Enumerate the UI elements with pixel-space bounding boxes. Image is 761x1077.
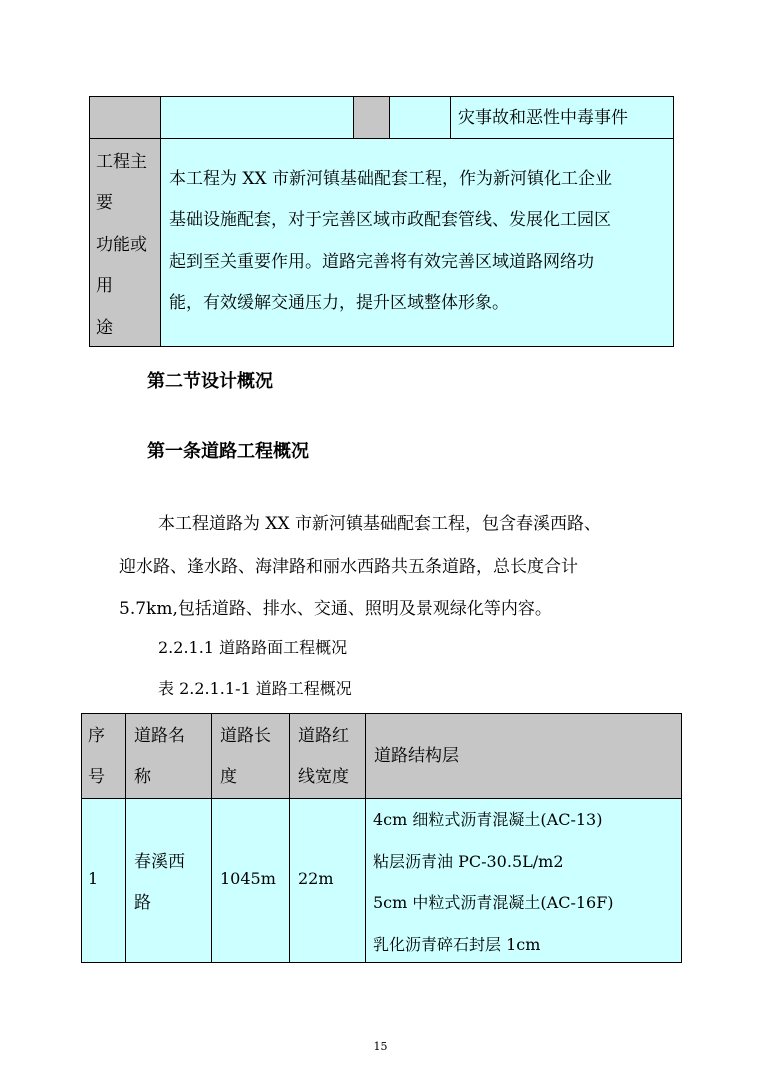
header-line: 道路结构层 bbox=[374, 746, 459, 766]
section-heading: 第二节设计概况 bbox=[147, 371, 273, 392]
article-heading: 第一条道路工程概况 bbox=[147, 441, 309, 462]
label-line: 功能或 bbox=[96, 235, 147, 255]
paragraph-line: 迎水路、逢水路、海津路和丽水西路共五条道路，总长度合计 bbox=[119, 557, 578, 577]
header-line: 度 bbox=[220, 767, 237, 787]
layer-line: 粘层沥青油 PC-30.5L/m2 bbox=[373, 852, 564, 871]
layer-line: 乳化沥青碎石封层 1cm bbox=[373, 935, 541, 954]
function-body-cell bbox=[161, 139, 674, 347]
function-label-cell bbox=[90, 139, 161, 347]
table-header-row bbox=[82, 714, 682, 799]
body-line: 本工程为 XX 市新河镇基础配套工程，作为新河镇化工企业 bbox=[169, 169, 613, 189]
body-line: 基础设施配套，对于完善区域市政配套管线、发展化工园区 bbox=[169, 210, 611, 230]
body-line: 起到至关重要作用。道路完善将有效完善区域道路网络功 bbox=[169, 252, 594, 272]
header-cell-name bbox=[126, 714, 212, 799]
table-row bbox=[90, 139, 674, 347]
cell-index bbox=[82, 799, 126, 963]
body-line: 能，有效缓解交通压力，提升区域整体形象。 bbox=[169, 293, 509, 313]
header-cell-width bbox=[290, 714, 366, 799]
header-line: 号 bbox=[88, 767, 105, 787]
cell-width bbox=[290, 799, 366, 963]
value-cell bbox=[390, 97, 451, 139]
paragraph-line: 本工程道路为 XX 市新河镇基础配套工程，包含春溪西路、 bbox=[158, 514, 602, 534]
table-row bbox=[82, 799, 682, 963]
label-line: 要 bbox=[96, 193, 113, 213]
table-caption: 表 2.2.1.1-1 道路工程概况 bbox=[158, 679, 352, 698]
label-line: 工程主 bbox=[96, 152, 147, 172]
value-cell bbox=[451, 97, 674, 139]
cell-text: 1 bbox=[88, 869, 99, 888]
row1-text: 灾事故和恶性中毒事件 bbox=[458, 108, 628, 128]
road-table bbox=[81, 713, 682, 963]
header-cell-index bbox=[82, 714, 126, 799]
header-cell-length bbox=[212, 714, 290, 799]
label-cell bbox=[90, 97, 161, 139]
cell-layers bbox=[366, 799, 682, 963]
cell-text: 1045m bbox=[220, 869, 276, 888]
header-line: 线宽度 bbox=[298, 767, 349, 787]
header-cell-structure bbox=[366, 714, 682, 799]
header-line: 道路红 bbox=[298, 726, 349, 746]
subsection-title: 2.2.1.1 道路路面工程概况 bbox=[158, 638, 348, 657]
table-row bbox=[90, 97, 674, 139]
value-cell bbox=[161, 97, 354, 139]
cell-text: 路 bbox=[134, 893, 151, 913]
layer-line: 4cm 细粒式沥青混凝土(AC-13) bbox=[373, 810, 603, 829]
header-line: 序 bbox=[88, 726, 105, 746]
label-cell bbox=[354, 97, 390, 139]
label-line: 途 bbox=[96, 318, 113, 338]
cell-length bbox=[212, 799, 290, 963]
cell-text: 22m bbox=[298, 869, 334, 888]
header-line: 道路长 bbox=[220, 726, 271, 746]
header-line: 道路名 bbox=[134, 726, 185, 746]
label-line: 用 bbox=[96, 276, 113, 296]
header-line: 称 bbox=[134, 767, 151, 787]
paragraph-line: 5.7km,包括道路、排水、交通、照明及景观绿化等内容。 bbox=[119, 599, 552, 619]
cell-text: 春溪西 bbox=[134, 852, 185, 872]
cell-name bbox=[126, 799, 212, 963]
layer-line: 5cm 中粒式沥青混凝土(AC-16F) bbox=[373, 893, 614, 912]
page-number: 15 bbox=[373, 1040, 388, 1053]
project-info-table bbox=[89, 96, 674, 347]
